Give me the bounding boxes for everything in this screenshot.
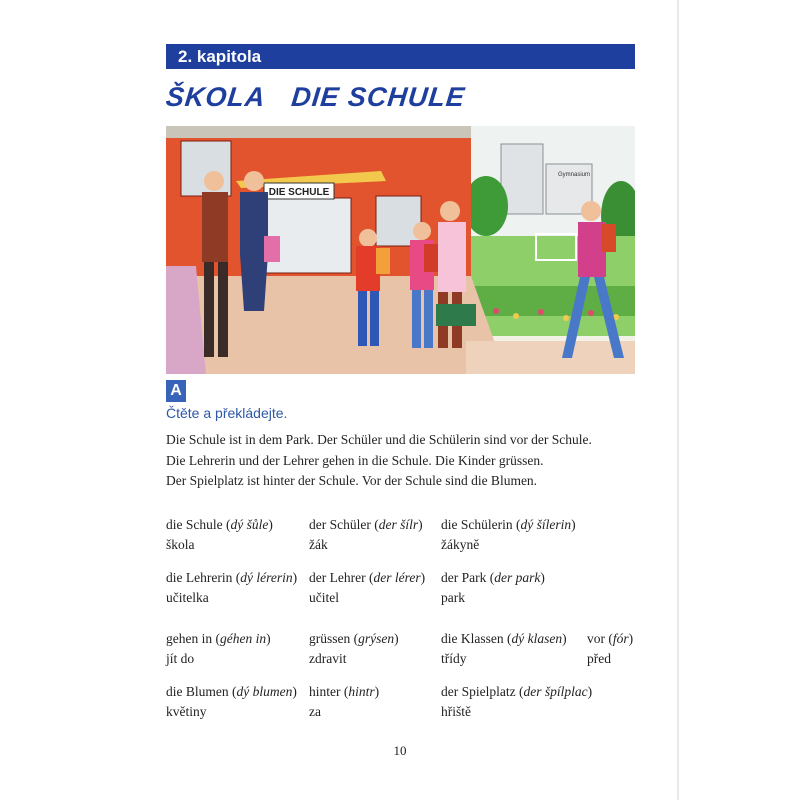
page-title [164, 82, 492, 113]
title-czech: ŠKOLA [164, 82, 268, 112]
text-line: Die Lehrerin und der Lehrer gehen in die Schule. Die Kinder grüssen. [166, 452, 544, 468]
vocab-item: die Schülerin (dý šílerin) žákyně [441, 517, 576, 552]
page-edge [677, 0, 679, 800]
vocab-item: die Klassen (dý klasen) třídy [441, 631, 567, 666]
vocab-item: der Lehrer (der lérer) učitel [309, 570, 426, 605]
vocab-item: die Schule (dý šůle) škola [166, 517, 273, 552]
vocab-item: der Park (der park) park [441, 570, 545, 605]
vocab-item: der Schüler (der šílr) žák [309, 517, 423, 552]
exercise-instruction: Čtěte a překládejte. [166, 405, 288, 421]
page-number: 10 [393, 743, 407, 758]
vocab-item: der Spielplatz (der špílplac) hřiště [441, 684, 593, 719]
reading-text [166, 430, 636, 492]
school-illustration [166, 126, 635, 374]
text-line: Der Spielplatz ist hinter der Schule. Vor der Schule sind die Blumen. [166, 473, 538, 488]
exercise-badge: A [166, 380, 186, 402]
vocab-item: gehen in (géhen in) jít do [166, 631, 271, 666]
chapter-header: 2. kapitola [166, 44, 635, 69]
title-german: DIE SCHULE [289, 82, 467, 112]
vocab-item: hinter (hintr) za [309, 684, 380, 719]
vocab-item: vor (fór) před [587, 631, 634, 666]
vocab-item: grüssen (grýsen) zdravit [309, 631, 399, 666]
text-line: Die Schule ist in dem Park. Der Schüler und die Schülerin sind vor der Schule. [166, 432, 592, 447]
gymnasium-sign: Gymnasium [558, 172, 591, 178]
vocab-item: die Blumen (dý blumen) květiny [166, 684, 297, 719]
school-sign: DIE SCHULE [268, 187, 330, 198]
vocab-item: die Lehrerin (dý lérerin) učitelka [166, 570, 298, 605]
